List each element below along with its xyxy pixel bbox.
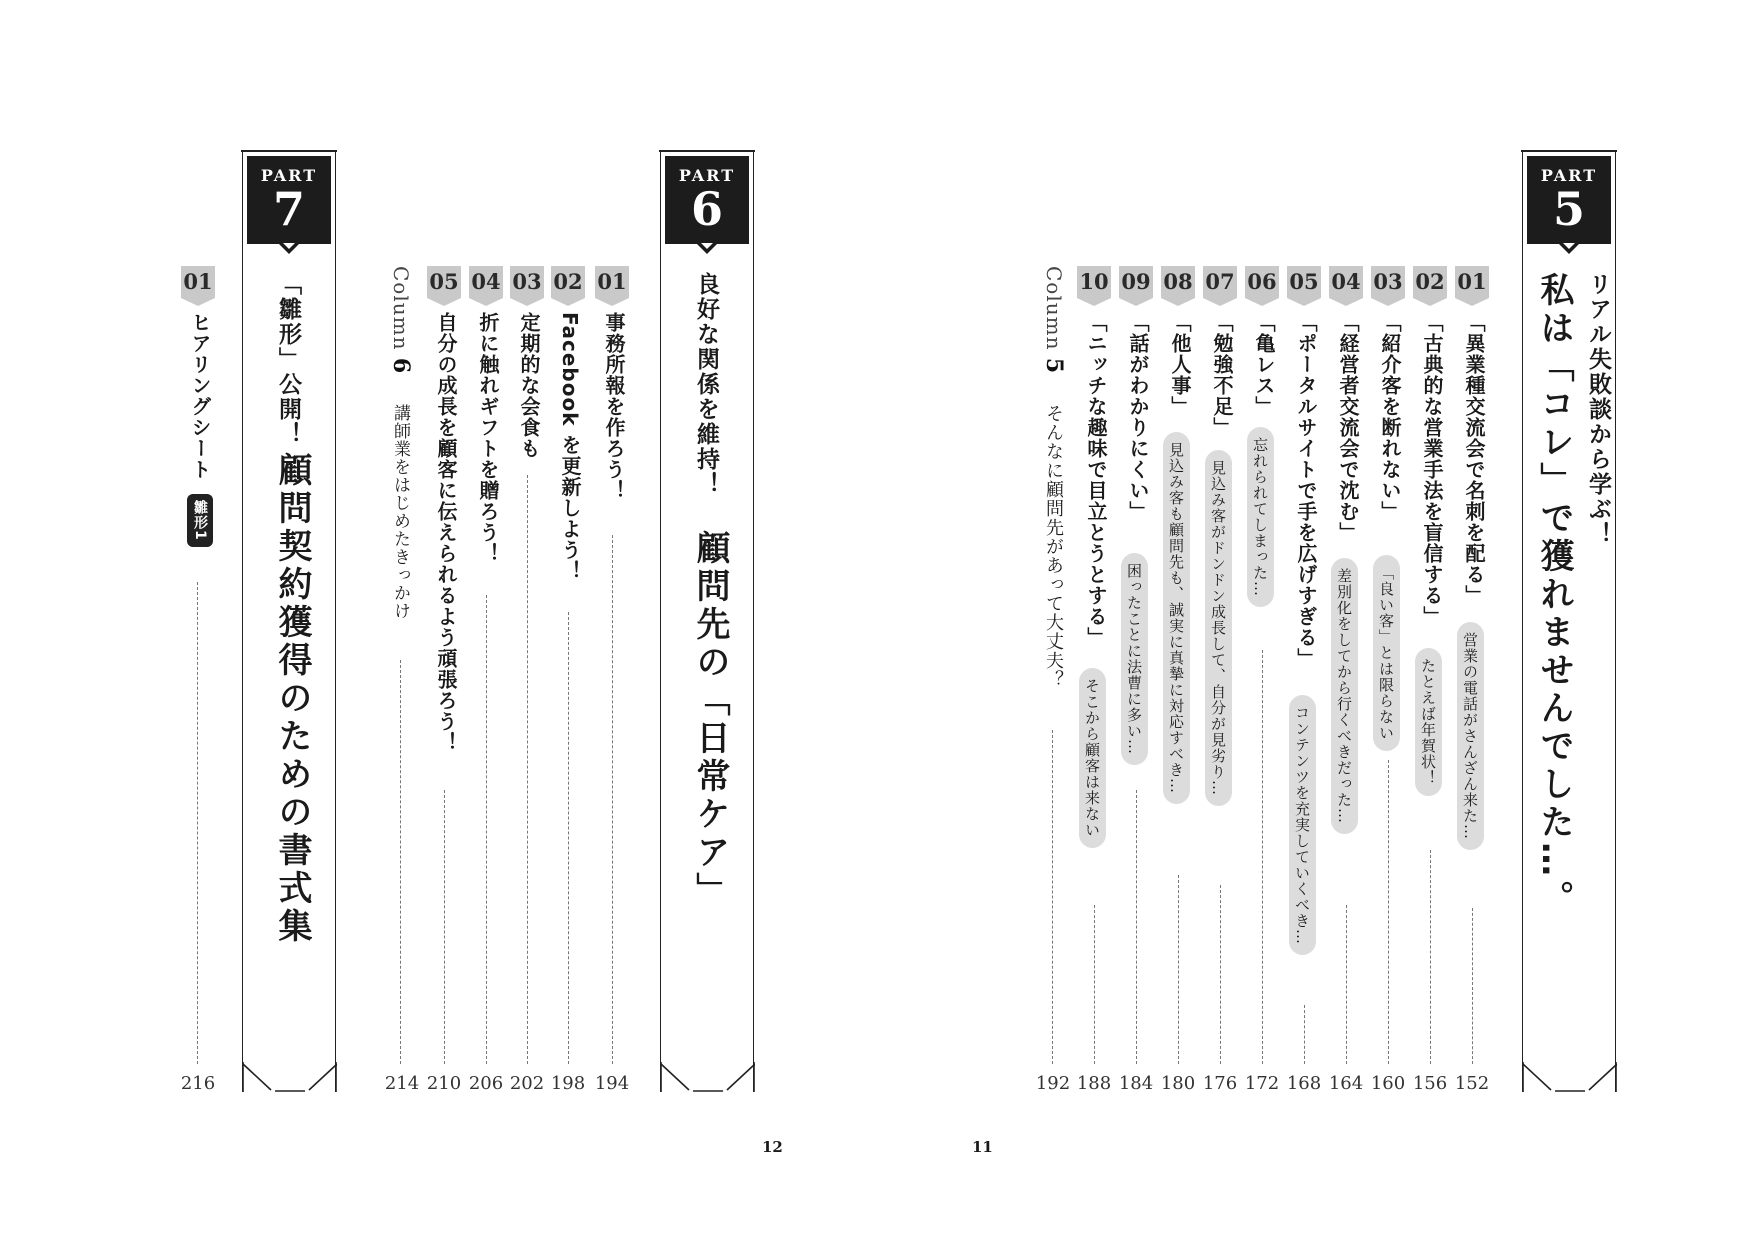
part5-column-title[interactable]: そんなに顧問先があって大丈夫？: [1043, 404, 1064, 689]
part5-number: 5: [1552, 182, 1585, 236]
speech-bubble: そこから顧客は来ない: [1079, 668, 1106, 848]
part6-column-heading[interactable]: [388, 266, 414, 374]
page-number: 180: [1160, 1073, 1196, 1094]
part5-entry-number: 09: [1119, 266, 1153, 298]
leader-dots: [197, 582, 198, 1064]
part6-entry-title[interactable]: 事務所報を作ろう！: [602, 312, 626, 501]
part5-entry-title[interactable]: 「経営者交流会で沈む」: [1336, 312, 1360, 543]
leader-dots: [400, 660, 401, 1064]
speech-bubble: たとえば年賀状！: [1415, 648, 1442, 796]
left-page-folio: 12: [762, 1138, 783, 1156]
part6-entry-number: 03: [510, 266, 544, 298]
page-number: 202: [509, 1073, 545, 1094]
part5-entry-title[interactable]: 「ニッチな趣味で目立とうとする」: [1084, 312, 1108, 648]
right-page-folio: 11: [972, 1138, 993, 1156]
speech-bubble: 困ったことに法曹に多い…: [1121, 553, 1148, 765]
part6-entry-title[interactable]: Facebook を更新しよう！: [558, 312, 582, 582]
leader-dots: [1346, 905, 1347, 1064]
leader-dots: [1430, 850, 1431, 1064]
column-label: Column: [1042, 266, 1066, 351]
part6-entry-number: 01: [595, 266, 629, 298]
leader-dots: [1094, 905, 1095, 1064]
page-number: 194: [594, 1073, 630, 1094]
page-number: 192: [1035, 1073, 1071, 1094]
part5-entry-number: 10: [1077, 266, 1111, 298]
part5-entry-title[interactable]: 「ポータルサイトで手を広げすぎる」: [1294, 312, 1318, 669]
chevron-down-icon: [1559, 244, 1579, 254]
part5-entry-title[interactable]: 「紹介客を断れない」: [1378, 312, 1402, 522]
page-number: 168: [1286, 1073, 1322, 1094]
part5-title: 私は「コレ」で獲れませんでした…。: [1534, 272, 1574, 918]
page-number: 198: [550, 1073, 586, 1094]
part5-entry-number: 02: [1413, 266, 1447, 298]
chevron-down-icon: [697, 244, 717, 254]
page-number: 216: [180, 1073, 216, 1094]
part5-entry-number: 03: [1371, 266, 1405, 298]
part5-entry-number: 07: [1203, 266, 1237, 298]
part5-entry-number: 01: [1455, 266, 1489, 298]
part5-entry-number: 08: [1161, 266, 1195, 298]
part6-title: 顧問先の「日常ケア」: [690, 530, 730, 910]
leader-dots: [1136, 790, 1137, 1064]
part7-entry-title[interactable]: [186, 312, 215, 547]
leader-dots: [527, 475, 528, 1064]
part5-entry-number: 04: [1329, 266, 1363, 298]
leader-dots: [1304, 1005, 1305, 1064]
part6-column-title[interactable]: 講師業をはじめたきっかけ: [390, 404, 410, 620]
part6-entry-number: 05: [427, 266, 461, 298]
leader-dots: [1262, 650, 1263, 1064]
part5-label: PART: [1540, 166, 1598, 185]
page-number: 206: [468, 1073, 504, 1094]
part7-subtitle: 「雛形」公開！: [275, 272, 301, 447]
frame-corner-ornament: [1523, 1062, 1617, 1092]
leader-dots: [1052, 730, 1053, 1064]
speech-bubble: コンテンツを充実していくべき…: [1289, 695, 1316, 955]
page-number: 172: [1244, 1073, 1280, 1094]
leader-dots: [612, 535, 613, 1064]
part6-entry-title[interactable]: 折に触れギフトを贈ろう！: [476, 312, 500, 564]
part5-entry-title[interactable]: 「異業種交流会で名刺を配る」: [1462, 312, 1486, 606]
part7-label-box: [247, 156, 331, 244]
part6-label-box: [665, 156, 749, 244]
part7-title: 顧問契約獲得のための書式集: [272, 452, 312, 946]
frame-corner-ornament: [243, 1062, 337, 1092]
page-number: 156: [1412, 1073, 1448, 1094]
part7-entry-number: 01: [181, 266, 215, 298]
speech-bubble: 見込み客も顧問先も、誠実に真摯に対応すべき…: [1163, 432, 1190, 804]
part7-label: PART: [260, 166, 318, 185]
speech-bubble: 差別化をしてから行くべきだった…: [1331, 558, 1358, 834]
part5-label-box: [1527, 156, 1611, 244]
part6-label: PART: [678, 166, 736, 185]
page-number: 214: [384, 1073, 420, 1094]
part6-subtitle: 良好な関係を維持！: [693, 272, 719, 497]
part5-entry-title[interactable]: 「話がわかりにくい」: [1126, 312, 1150, 522]
page-number: 152: [1454, 1073, 1490, 1094]
page-number: 188: [1076, 1073, 1112, 1094]
part5-entry-title[interactable]: 「勉強不足」: [1210, 312, 1234, 438]
part6-number: 6: [690, 182, 723, 236]
part6-entry-number: 02: [551, 266, 585, 298]
page-number: 184: [1118, 1073, 1154, 1094]
speech-bubble: 営業の電話がさんざん来た…: [1457, 622, 1484, 850]
column-number: 5: [1041, 357, 1067, 375]
speech-bubble: 「良い客」とは限らない: [1373, 555, 1400, 751]
part6-entry-number: 04: [469, 266, 503, 298]
template-badge: 雛形1: [187, 494, 213, 547]
part5-entry-number: 06: [1245, 266, 1279, 298]
part5-entry-title[interactable]: 「古典的な営業手法を盲信する」: [1420, 312, 1444, 627]
page-number: 210: [426, 1073, 462, 1094]
part5-column-heading[interactable]: [1041, 266, 1067, 374]
chevron-down-icon: [279, 244, 299, 254]
leader-dots: [444, 790, 445, 1064]
part5-entry-title[interactable]: 「他人事」: [1168, 312, 1192, 417]
column-number: 6: [388, 357, 414, 375]
leader-dots: [1178, 875, 1179, 1064]
frame-corner-ornament: [661, 1062, 755, 1092]
page-number: 160: [1370, 1073, 1406, 1094]
part5-entry-title[interactable]: 「亀レス」: [1252, 312, 1276, 417]
part5-entry-number: 05: [1287, 266, 1321, 298]
part6-entry-title[interactable]: 定期的な会食も: [517, 312, 541, 459]
leader-dots: [1220, 885, 1221, 1064]
leader-dots: [486, 595, 487, 1064]
page-number: 176: [1202, 1073, 1238, 1094]
part6-entry-title[interactable]: 自分の成長を顧客に伝えられるよう頑張ろう！: [434, 312, 458, 753]
part7-number: 7: [272, 182, 305, 236]
leader-dots: [1388, 760, 1389, 1064]
leader-dots: [568, 612, 569, 1064]
entry-text: ヒアリングシート: [188, 312, 212, 480]
page-number: 164: [1328, 1073, 1364, 1094]
leader-dots: [1472, 908, 1473, 1064]
speech-bubble: 見込み客がドンドン成長して、自分が見劣り…: [1205, 450, 1232, 806]
part5-subtitle: リアル失敗談から学ぶ！: [1585, 272, 1611, 547]
column-label: Column: [389, 266, 413, 351]
speech-bubble: 忘れられてしまった…: [1247, 427, 1274, 607]
